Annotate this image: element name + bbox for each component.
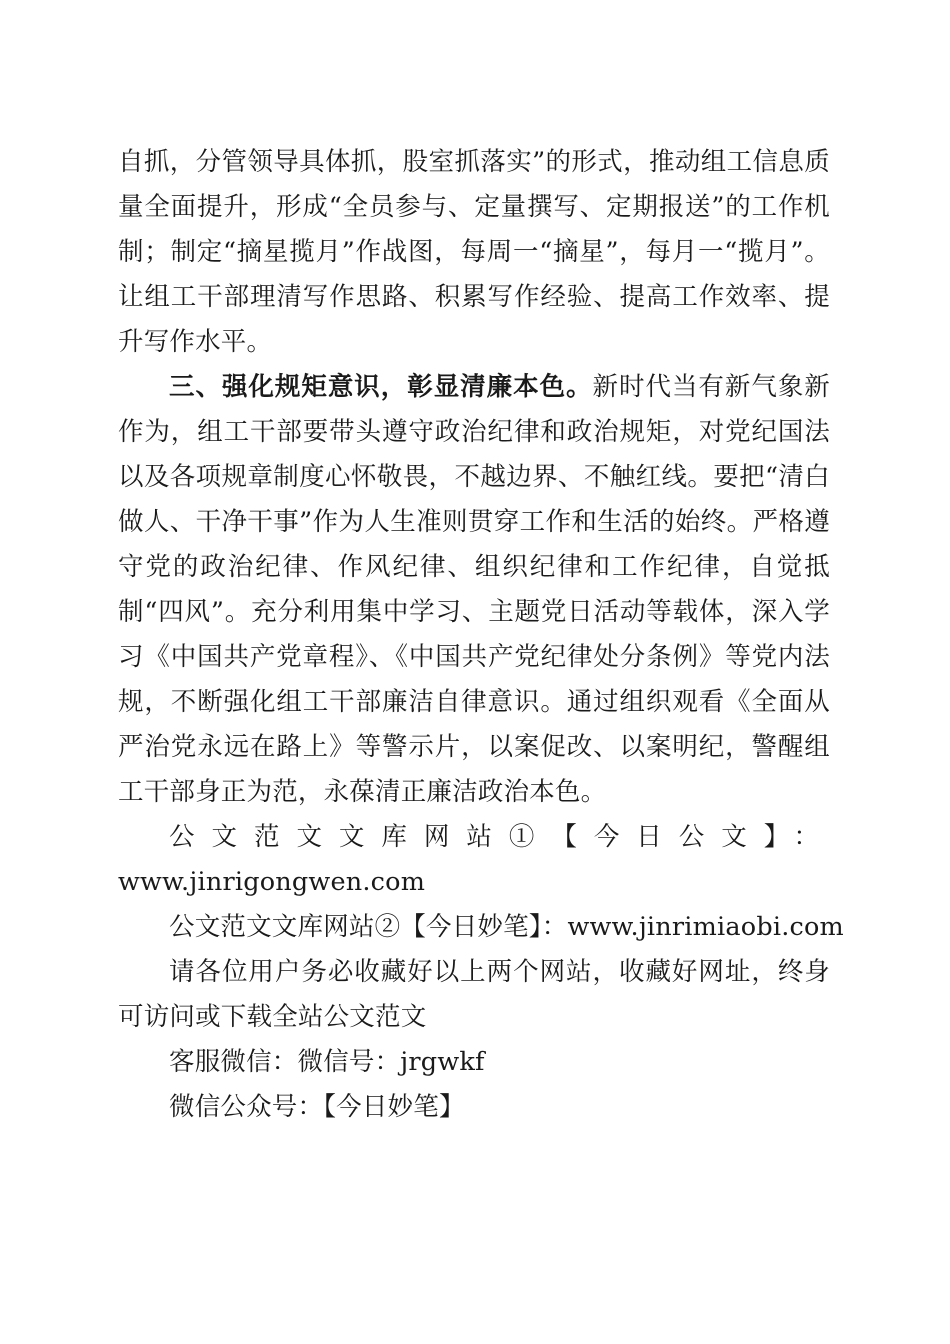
body-paragraph-2 (118, 365, 830, 815)
site1-line (118, 815, 830, 860)
site2-url-link[interactable]: www.jinrimiaobi.com (567, 912, 844, 942)
wechat-official-line: 微信公众号：【今日妙笔】 (169, 1092, 465, 1122)
site1-url-link[interactable]: www.jinrigongwen.com (118, 867, 426, 897)
notice-paragraph: 请各位用户务必收藏好以上两个网站，收藏好网址，终身可访问或下载全站公文范文 (118, 957, 830, 1032)
section-heading: 三、强化规矩意识，彰显清廉本色。 (169, 372, 593, 402)
wechat-service-line: 客服微信：微信号：jrgwkf (169, 1047, 485, 1077)
section-body: 新时代当有新气象新作为，组工干部要带头遵守政治纪律和政治规矩，对党纪国法以及各项规章制度心怀敬畏，不越边界、不触红线。要把“清白做人、干净干事”作为人生准则贯穿工作和生活的始终。严格遵守党的政治纪律、作风纪律、组织纪律和工作纪律，自觉抵制“四风”。充分利用集中学习、主题党日活动等载体，深入学习《中国共产党章程》、《中国共产党纪律处分条例》等党内法规，不断强化组工干部廉洁自律意识。通过组织观看《全面从严治党永远在路上》等警示片，以案促改、以案明纪，警醒组工干部身正为范，永葆清正廉洁政治本色。 (118, 372, 830, 807)
document-page (118, 140, 844, 1130)
body-paragraph-1: 自抓，分管领导具体抓，股室抓落实”的形式，推动组工信息质量全面提升，形成“全员参与、定量撰写、定期报送”的工作机制；制定“摘星揽月”作战图，每周一“摘星”，每月一“揽月”。让组工干部理清写作思路、积累写作经验、提高工作效率、提升写作水平。 (118, 147, 830, 357)
site2-line (118, 905, 844, 950)
site1-label: 公文范文文库网站①【今日公文】： (169, 822, 830, 852)
site1-url-line (118, 860, 830, 905)
site2-label: 公文范文文库网站②【今日妙笔】： (169, 912, 568, 942)
